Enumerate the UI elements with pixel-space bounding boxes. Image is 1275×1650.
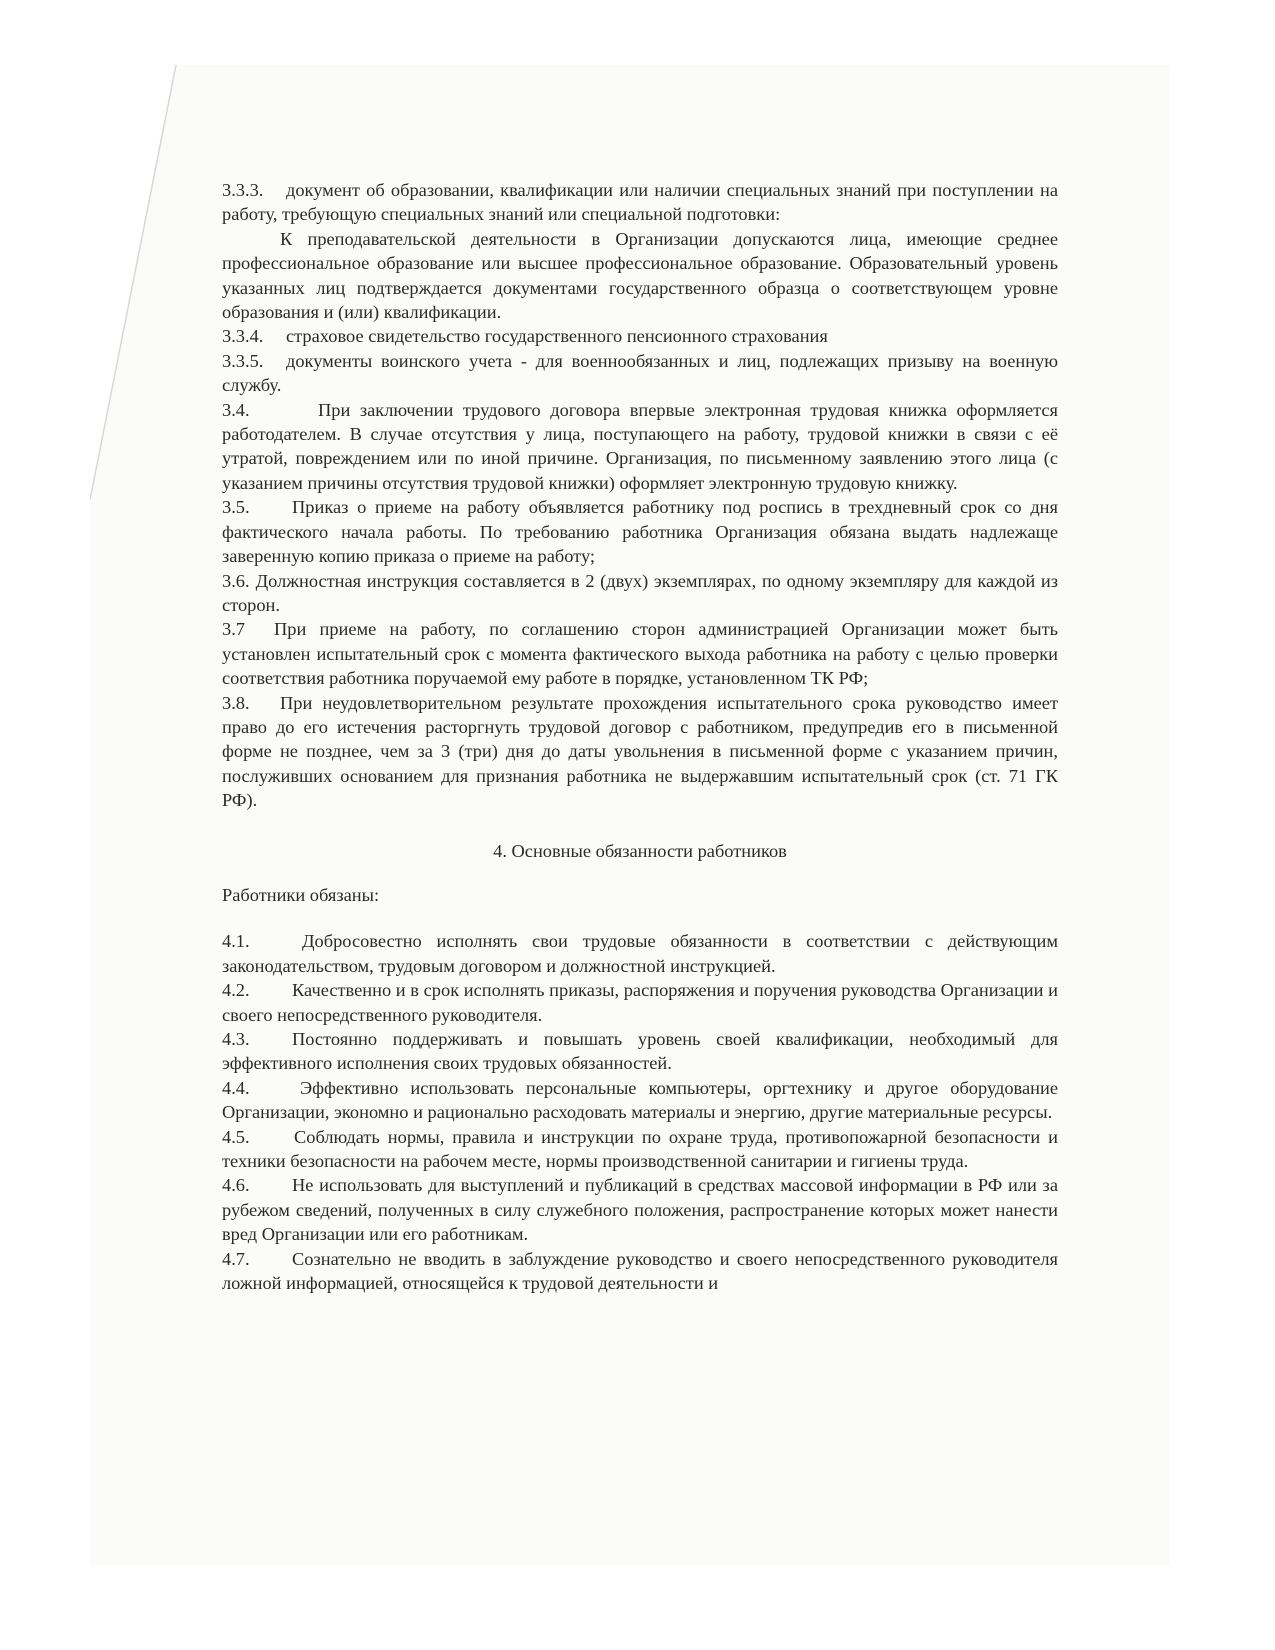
clause-text: Не использовать для выступлений и публикаций в средствах массовой информации в РФ или за рубежом сведений, полученных в силу служебного положения, распространение которых может нанести вред Организации или его работникам. <box>222 1175 1058 1245</box>
clause-text: К преподавательской деятельности в Организации допускаются лица, имеющие среднее профессиональное образование или высшее профессиональное образование. Образовательный уровень указанных лиц подтверждается документами государственного образца о соответствующем уровне образования и (или) квалификации. <box>222 228 1058 323</box>
section-lead: Работники обязаны: <box>222 884 380 905</box>
clause-number: 3.5. <box>222 497 250 518</box>
document-body <box>222 178 1058 1295</box>
clause-number: 3.3.4. <box>222 326 264 347</box>
clause-text: Приказ о приеме на работу объявляется работнику под роспись в трехдневный срок со дня фактического начала работы. По требованию работника Организация обязана выдать надлежаще заверенную копию приказа о приеме на работу; <box>222 497 1058 567</box>
paragraph-4-7 <box>222 1247 1058 1296</box>
clause-number: 3.6. <box>222 570 250 591</box>
clause-text: При неудовлетворительном результате прохождения испытательного срока руководство имеет право до его истечения расторгнуть трудовой договор с работником, предупредив его в письменной форме не позднее, чем за 3 (три) дня до даты увольнения в письменной форме с указанием причин, послуживших основанием для признания работника не выдержавшим испытательный срок (ст. 71 ГК РФ). <box>222 692 1058 811</box>
clause-number: 3.3.5. <box>222 350 264 371</box>
paragraph-4-6 <box>222 1173 1058 1246</box>
clause-text: страховое свидетельство государственного пенсионного страхования <box>286 326 828 347</box>
clause-text: Эффективно использовать персональные компьютеры, оргтехнику и другое оборудование Организации, экономно и рационально расходовать материалы и энергию, другие материальные ресурсы. <box>222 1077 1058 1123</box>
clause-text: При приеме на работу, по соглашению сторон администрацией Организации может быть установлен испытательный срок с момента фактического выхода работника на работу с целью проверки соответствия работника поручаемой ему работе в порядке, установленном ТК РФ; <box>222 619 1058 689</box>
paragraph-3-6 <box>222 569 1058 618</box>
paragraph-3-4 <box>222 398 1058 496</box>
clause-text: документы воинского учета - для военнообязанных и лиц, подлежащих призыву на военную службу. <box>222 350 1058 396</box>
section-heading: 4. Основные обязанности работников <box>493 840 787 861</box>
paragraph-3-3-4 <box>222 324 1058 348</box>
clause-number: 4.7. <box>222 1248 250 1269</box>
clause-number: 3.7 <box>222 619 245 640</box>
clause-text: Постоянно поддерживать и повышать уровень своей квалификации, необходимый для эффективного исполнения своих трудовых обязанностей. <box>222 1029 1058 1074</box>
paragraph-3-3-3 <box>222 178 1058 227</box>
clause-text: Сознательно не вводить в заблуждение руководство и своего непосредственного руководителя ложной информацией, относящейся к трудовой деятельности и <box>222 1248 1058 1294</box>
clause-number: 4.5. <box>222 1126 250 1147</box>
clause-number: 4.6. <box>222 1175 250 1196</box>
clause-number: 4.1. <box>222 931 250 952</box>
clause-text: Соблюдать нормы, правила и инструкции по охране труда, противопожарной безопасности и техники безопасности на рабочем месте, нормы производственной санитарии и гигиены труда. <box>222 1126 1058 1172</box>
paragraph-4-4 <box>222 1076 1058 1125</box>
paragraph-4-2 <box>222 978 1058 1027</box>
paragraph-4-1 <box>222 929 1058 978</box>
paragraph-3-3-5 <box>222 349 1058 398</box>
paragraph-3-5 <box>222 495 1058 568</box>
clause-number: 3.8. <box>222 692 250 713</box>
clause-number: 4.2. <box>222 980 250 1001</box>
clause-text: Должностная инструкция составляется в 2 (двух) экземплярах, по одному экземпляру для каждой из сторон. <box>222 570 1058 615</box>
clause-text: документ об образовании, квалификации или наличии специальных знаний при поступлении на работу, требующую специальных знаний или специальной подготовки: <box>222 180 1058 225</box>
clause-text: Добросовестно исполнять свои трудовые обязанности в соответствии с действующим законодательством, трудовым договором и должностной инструкцией. <box>222 931 1058 976</box>
paragraph-4-3 <box>222 1027 1058 1076</box>
clause-text: Качественно и в срок исполнять приказы, распоряжения и поручения руководства Организации и своего непосредственного руководителя. <box>222 980 1058 1025</box>
paragraph-3-7 <box>222 617 1058 690</box>
paragraph-teaching-requirements <box>222 227 1058 325</box>
clause-text: При заключении трудового договора впервые электронная трудовая книжка оформляется работодателем. В случае отсутствия у лица, поступающего на работу, трудовой книжки в связи с её утратой, повреждением или по иной причине. Организация, по письменному заявлению этого лица (с указанием причины отсутствия трудовой книжки) оформляет электронную трудовую книжку. <box>222 399 1058 493</box>
clause-number: 4.3. <box>222 1029 250 1049</box>
paragraph-4-5 <box>222 1125 1058 1174</box>
paragraph-3-8 <box>222 691 1058 813</box>
clause-number: 4.4. <box>222 1077 250 1098</box>
clause-number: 3.3.3. <box>222 180 264 200</box>
clause-number: 3.4. <box>222 399 250 420</box>
